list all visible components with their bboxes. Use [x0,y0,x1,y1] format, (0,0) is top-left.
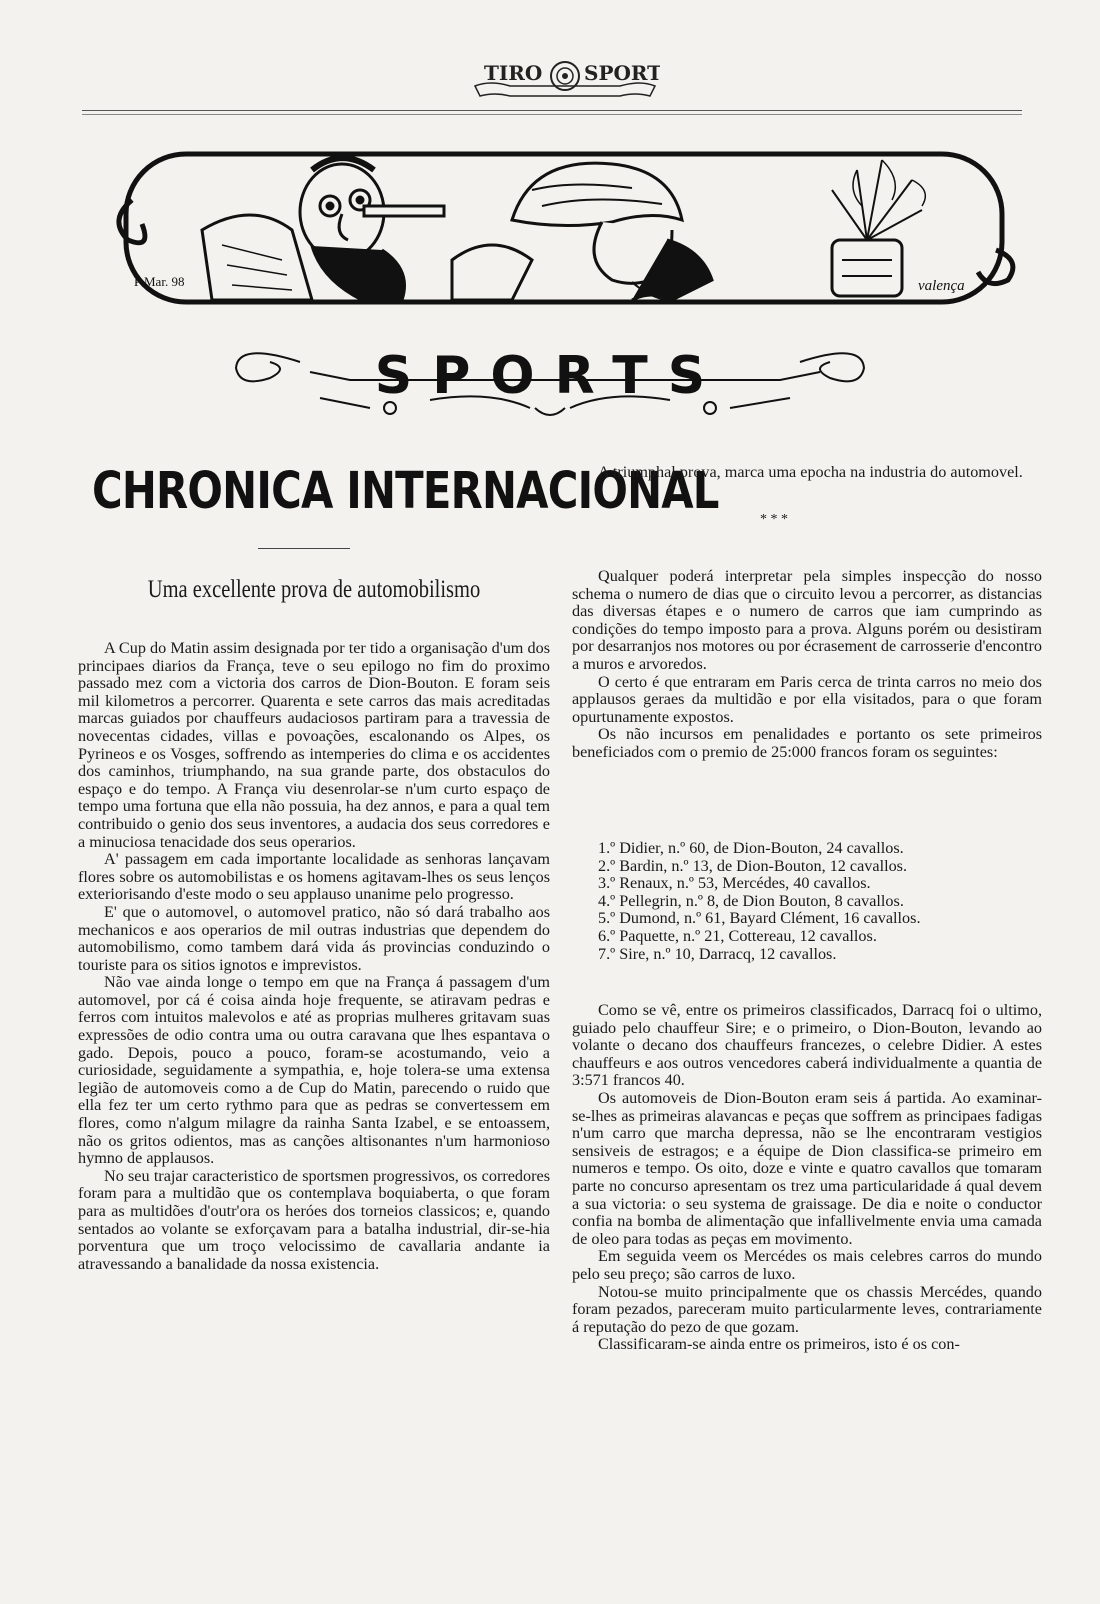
left-paragraph: E' que o automovel, o automovel pratico, não só dará trabalho aos mechanicos e aos operarios de mil outras industrias que dependem do automobilismo, como tambem dará vida ás provincias conduzindo o touriste para os sitios ignotos e imprevistos. [78,902,550,974]
svg-text:SPORT: SPORT [584,61,660,85]
right-intro [572,464,1042,482]
right-paragraph: Os automoveis de Dion-Bouton eram seis á partida. Ao examinar-se-lhes as primeiras alavancas e peças que soffrem as principaes fadigas n'um carro que marcha depressa, não se lhe encontraram vestigios sensiveis de estragos; e a équipe de Dion classifica-se primeiro em numeros e tempo. Os oito, doze e vinte e quatro cavallos que tomaram parte no concurso apresentam os trez uma particularidade á qual devem a sua victoria: o seu systema de graissage. De dia e noite o conductor confia na bomba de alimentação que infallivelmente envia uma camada de oleo para todas as peças em movimento. [572,1088,1042,1248]
section-separator: * * * [760,512,788,527]
left-column [78,640,550,1273]
header-rule-secondary [82,114,1022,115]
signature-right: valença [918,278,965,294]
signature-left: P Mar. 98 [134,274,185,289]
result-item: 7.º Sire, n.º 10, Darracq, 12 cavallos. [598,944,837,963]
right-intro-paragraph: A triumphal prova, marca uma epocha na industria do automovel. [598,463,1023,481]
result-item: 3.º Renaux, n.º 53, Mercédes, 40 cavallos. [598,874,871,893]
right-paragraph: O certo é que entraram em Paris cerca de trinta carros no meio dos applausos geraes da multidão e por ella visitados, para o que foram opurtunamente expostos. [572,672,1042,726]
headline-rule [258,548,350,549]
right-paragraph: Em seguida veem os Mercédes os mais celebres carros do mundo pelo seu preço; são carros de luxo. [572,1247,1042,1283]
left-paragraph: Não vae ainda longe o tempo em que na França á passagem d'um automovel, por cá é coisa ainda hoje frequente, se atiravam pedras e ferros com intuitos malevolos e até as proprias mulheres gritavam suas expressões de odio contra uma ou outra caravana que lhes espantava o gado. Depois, pouco a pouco, foram-se acostumando, veio a curiosidade, seguidamente a sympathia, e, hoje tolera-se uma extensa legião de automoveis como a de Cup do Matin, parecendo o ruido que ella fez ter um certo rythmo para que as pedras se convertessem em flores, como n'algum milagre da rainha Santa Izabel, e se entoassem, não os gritos odientos, mas as canções altisonantes n'um harmonioso hymno de applausos. [78,973,550,1168]
result-item: 4.º Pellegrin, n.º 8, de Dion Bouton, 8 cavallos. [598,891,904,910]
right-paragraph: Classificaram-se ainda entre os primeiros, isto é os con- [598,1335,960,1354]
right-paragraph: Os não incursos em penalidades e portanto os sete primeiros beneficiados com o premio de 25:000 francos foram os seguintes: [572,725,1042,761]
woman-caricature [452,163,712,300]
plant-pot [832,160,925,296]
section-title-block [230,338,870,428]
result-item: 2.º Bardin, n.º 13, de Dion-Bouton, 12 cavallos. [598,856,908,875]
right-paragraph: Como se vê, entre os primeiros classificados, Darracq foi o ultimo, guiado pelo chauffeur Sire; e o primeiro, o Dion-Bouton, levando ao volante o decano dos chauffeurs francezes, o celebre Didier. A estes chauffeurs e aos outros vencedores caberá individualmente a quantia de 3:571 francos 40. [572,1001,1042,1090]
article-subheadline: Uma excellente prova de automobilismo [147,576,481,603]
section-title: SPORTS [374,346,726,406]
svg-text:TIRO: TIRO [484,61,543,85]
right-paragraph: Qualquer poderá interpretar pela simples inspecção do nosso schema o numero de dias que o circuito levou a percorrer, as distancias das diversas étapes e o numero de carros que iam cumprindo as condições do tempo imposto para a prova. Alguns porém ou desistiram por desarranjos nos motores ou por écrasement de carrosserie d'encontro a muros e arvoredos. [572,567,1042,673]
result-item: 5.º Dumond, n.º 61, Bayard Clément, 16 cavallos. [598,909,921,928]
left-paragraph: A' passagem em cada importante localidade as senhoras lançavam flores sobre os automobilistas e os homens agitavam-lhes os seus lenços exteriorisando d'este modo o seu applauso unanime pelo progresso. [78,850,550,904]
right-paragraph: Notou-se muito principalmente que os chassis Mercédes, quando foram pezados, pareceram muito particularmente leves, contrariamente á reputação do pezo de que gozam. [572,1282,1042,1336]
masthead-logo [470,56,660,102]
results-list [598,840,921,963]
right-column-a [572,568,1042,762]
man-caricature [202,158,444,300]
right-column-b [572,1002,1042,1354]
left-paragraph: A Cup do Matin assim designada por ter tido a organisação d'um dos principaes diarios da França, teve o seu epilogo no fim do proximo passado mez com a victoria dos carros de Dion-Bouton. E foram seis mil kilometros a percorrer. Quarenta e sete carros das mais acreditadas marcas guiados por chauffeurs audaciosos partiram para a travessia de novecentas cidades, villas e povoações, escalonando os Alpes, os Pyrineos e os Vosges, soffrendo as intemperies do clima e os accidentes dos caminhos, triumphando, na sua grande parte, dos obstaculos do espaço e do tempo. A França viu desenrolar-se n'um curto espaço de tempo uma fortuna que ella não possuia, ha dez annos, e para a qual tem contribuido o genio dos seus inventores, a audacia dos seus corredores e a minuciosa tenacidade dos seus operarios. [78,639,550,851]
result-item: 6.º Paquette, n.º 21, Cottereau, 12 cavallos. [598,926,877,945]
illustration-banner [112,150,1016,316]
article-headline: CHRONICA INTERNACIONAL [92,462,719,521]
header-rule [82,110,1022,111]
result-item: 1.º Didier, n.º 60, de Dion-Bouton, 24 cavallos. [598,839,904,857]
left-paragraph: No seu trajar caracteristico de sportsmen progressivos, os corredores foram para a multidão que os contemplava boquiaberta, o que foram para as multidões d'outr'ora os heróes dos torneios classicos; e, quando sentados ao volante se exforçavam para a batalha industrial, dir-se-hia porventura que um troço velocissimo de cavallaria andante ia atravessando a banalidade da nossa existencia. [78,1166,550,1273]
